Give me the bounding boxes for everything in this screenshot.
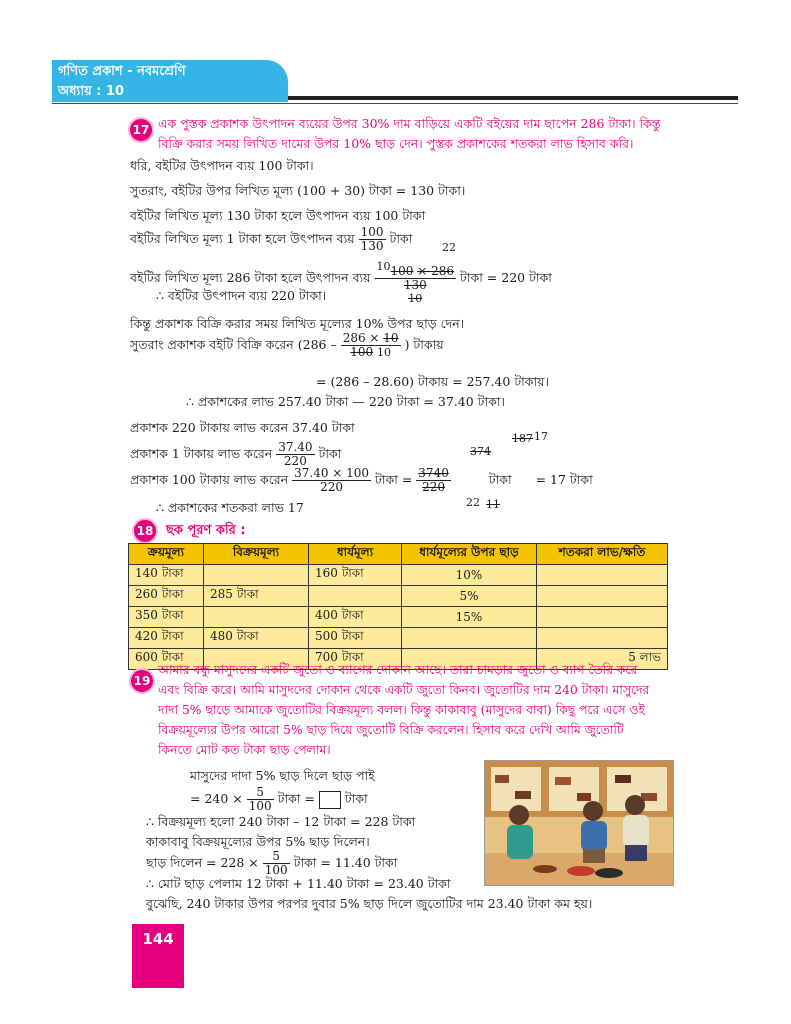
fraction-numerator: 3740: [418, 466, 449, 480]
q17-cancel-22-below: 22: [466, 496, 480, 509]
table-cell: 140 টাকা: [129, 565, 204, 586]
q19-problem: [158, 660, 678, 760]
q19-step4: কাকাবাবু বিক্রয়মূল্যের উপর 5% ছাড় দিলেন।: [146, 834, 370, 849]
q19-step2-mid: টাকা =: [277, 791, 315, 806]
table-cell: 260 টাকা: [129, 586, 204, 607]
table-header-row: [129, 544, 668, 565]
table-cell[interactable]: [204, 565, 309, 586]
q18-title: ছক পূরণ করি :: [166, 523, 246, 538]
fraction-denominator: 220: [283, 454, 307, 468]
fraction-denominator: 130: [360, 239, 384, 253]
q17-line13-mid: টাকা =: [375, 472, 413, 487]
table-cell: 5 লাভ: [537, 649, 668, 670]
fraction-numerator: [375, 260, 457, 279]
q17-line9: = (286 – 28.60) টাকায় = 257.40 টাকায়।: [316, 374, 549, 389]
fraction-numerator: 37.40: [278, 440, 313, 454]
header-selling-price: বিক্রয়মূল্য: [204, 544, 309, 565]
header-rule: [288, 96, 738, 100]
q19-step5-result: টাকা = 11.40 টাকা: [293, 855, 398, 870]
table-cell[interactable]: [402, 628, 537, 649]
header-profit-loss: শতকরা লাভ/ক্ষতি: [537, 544, 668, 565]
q17-line13-fraction: [292, 467, 371, 494]
cancel-10: 10: [376, 260, 391, 273]
struck-100: 100: [350, 345, 374, 359]
answer-box[interactable]: [319, 791, 341, 809]
q19-problem-line5: কিনতে মোট কত টাকা ছাড় পেলাম।: [158, 743, 331, 757]
book-title: গণিত প্রকাশ - নবমশ্রেণি: [58, 64, 186, 79]
fraction-numerator: [341, 332, 401, 346]
table-cell[interactable]: [537, 586, 668, 607]
q17-line8-unit: ) টাকায়: [404, 337, 444, 352]
header-marked-price: ধার্যমূল্য: [309, 544, 402, 565]
q17-line12-fraction: [276, 441, 314, 468]
fraction-denominator: 220: [320, 480, 344, 494]
q17-line5-fraction: [375, 260, 457, 305]
q17-line13: [130, 467, 593, 494]
table-cell: 700 টাকা: [309, 649, 402, 670]
q17-line12-text: প্রকাশক 1 টাকায় লাভ করেন: [130, 446, 273, 461]
q17-line4-text: বইটির লিখিত মূল্য 1 টাকা হলে উৎপাদন ব্যয়: [130, 231, 355, 246]
table-cell[interactable]: [537, 565, 668, 586]
fill-table: [128, 543, 668, 670]
table-cell[interactable]: [204, 607, 309, 628]
struck-130: 130: [403, 278, 427, 292]
fraction-numerator: 100: [360, 225, 384, 239]
q17-line3: বইটির লিখিত মূল্য 130 টাকা হলে উৎপাদন ব্যয় 100 টাকা: [130, 208, 426, 223]
q17-line4-fraction: [359, 226, 386, 253]
q19-problem-line4: বিক্রয়মূল্যের উপর আরো 5% ছাড় দিয়ে জুতোটি বিক্রি করলেন। হিসাব করে দেখি আমি জুতোটি: [158, 723, 624, 737]
q17-line4-unit: টাকা: [389, 231, 413, 246]
q17-line11: প্রকাশক 220 টাকায় লাভ করেন 37.40 টাকা: [130, 420, 355, 435]
table-cell[interactable]: [537, 628, 668, 649]
table-cell: 500 টাকা: [309, 628, 402, 649]
q17-line4: [130, 226, 412, 253]
header-discount: ধার্যমূল্যের উপর ছাড়: [402, 544, 537, 565]
q17-line13-fraction2: [416, 467, 451, 494]
q19-step7: বুঝেছি, 240 টাকার উপর পরপর দুবার 5% ছাড় দিলে জুতোটির দাম 23.40 টাকা কম হয়।: [146, 896, 593, 911]
fraction-denominator: [375, 279, 457, 305]
q19-step2-text: = 240 ×: [190, 791, 243, 806]
q17-line7: কিন্তু প্রকাশক বিক্রি করার সময় লিখিত মূল্যের 10% উপর ছাড় দেন।: [130, 316, 465, 331]
table-row: [129, 586, 668, 607]
q19-step3: ∴ বিক্রয়মূল্য হলো 240 টাকা – 12 টাকা = 228 টাকা: [146, 814, 416, 829]
q17-cancel-374: 374: [470, 445, 491, 458]
q17-problem: [158, 114, 678, 154]
header-cost-price: ক্রয়মূল্য: [129, 544, 204, 565]
cancel-10: 10: [377, 346, 391, 359]
q19-step5-text: ছাড় দিলেন = 228 ×: [146, 855, 259, 870]
q17-line6: ∴ বইটির উৎপাদন ব্যয় 220 টাকা।: [156, 288, 327, 303]
q17-line2: সুতরাং, বইটির উপর লিখিত মূল্য (100 + 30) টাকা = 130 টাকা।: [130, 183, 466, 198]
table-cell: 400 টাকা: [309, 607, 402, 628]
q17-line5-result: টাকা = 220 টাকা: [460, 270, 552, 285]
question-number-17: 17: [128, 117, 154, 143]
q17-line12: [130, 441, 341, 468]
fraction-denominator: 220: [422, 480, 446, 494]
table-cell: 600 টাকা: [129, 649, 204, 670]
q17-line14: ∴ প্রকাশকের শতকরা লাভ 17: [156, 500, 304, 515]
q17-cancel-22: 22: [442, 241, 456, 254]
struck-10: 10: [383, 331, 399, 345]
table-cell: 285 টাকা: [204, 586, 309, 607]
shoe-shop-illustration: [484, 760, 674, 886]
table-cell: 350 টাকা: [129, 607, 204, 628]
table-cell: 480 টাকা: [204, 628, 309, 649]
table-row: [129, 607, 668, 628]
cancel-10-below: 10: [408, 292, 423, 305]
q17-problem-line1: এক পুস্তক প্রকাশক উৎপাদন ব্যয়ের উপর 30% দাম বাড়িয়ে একটি বইয়ের দাম ছাপেন 286 টাকা। কিন্তু: [158, 116, 661, 131]
q18-table-wrapper: [128, 543, 668, 670]
fraction-denominator: 100: [264, 863, 288, 877]
q17-line13-unit: টাকা: [488, 472, 512, 487]
q17-line10: ∴ প্রকাশকের লাভ 257.40 টাকা — 220 টাকা = 37.40 টাকা।: [186, 394, 505, 409]
q17-problem-line2: বিক্রি করার সময় লিখিত দামের উপর 10% ছাড় দেন। পুস্তক প্রকাশকের শতকরা লাভ হিসাব করি।: [158, 136, 634, 151]
table-cell: 10%: [402, 565, 537, 586]
q17-line5-text: বইটির লিখিত মূল্য 286 টাকা হলে উৎপাদন ব্যয়: [130, 270, 371, 285]
fraction-numerator: 5: [263, 850, 290, 864]
table-cell[interactable]: [309, 586, 402, 607]
q17-line1: ধরি, বইটির উৎপাদন ব্যয় 100 টাকা।: [130, 158, 314, 173]
table-cell: 5%: [402, 586, 537, 607]
q17-line13-result: = 17 টাকা: [535, 472, 593, 487]
struck-100: 100: [390, 264, 414, 278]
q19-problem-line1: আমার বন্ধু মাসুদদের একটি জুতো ও ব্যাগের দোকান আছে। তারা চামড়ার জুতো ও ব্যাগ তৈরি করে: [158, 663, 638, 677]
question-number-18: 18: [132, 518, 158, 544]
q19-step5-fraction: [263, 850, 290, 877]
q17-cancel-11: 11: [486, 498, 500, 511]
fraction-numerator: 37.40 × 100: [294, 466, 370, 480]
q19-step1: মাসুদের দাদা 5% ছাড় দিলে ছাড় পাই: [190, 768, 375, 783]
q19-step2: [190, 786, 368, 813]
q17-line8: [130, 332, 444, 359]
table-row: [129, 628, 668, 649]
q19-problem-line2: এবং বিক্রি করে। আমি মাসুদদের দোকান থেকে একটি জুতো কিনব। জুতোটির দাম 240 টাকা। মাসুদের: [158, 683, 650, 697]
header-rule-thin: [52, 103, 738, 104]
question-number-19: 19: [129, 668, 155, 694]
q17-line13-text: প্রকাশক 100 টাকায় লাভ করেন: [130, 472, 289, 487]
q17-cancel-187: 187: [512, 432, 533, 445]
fraction-denominator: [341, 346, 401, 359]
shoe-shop-illustration-svg: [485, 761, 673, 885]
q19-step5: [146, 850, 397, 877]
q19-step2-fraction: [247, 786, 274, 813]
num-part: 286 ×: [342, 331, 380, 345]
fraction-numerator: 5: [247, 786, 274, 800]
table-cell: 160 টাকা: [309, 565, 402, 586]
table-row: [129, 565, 668, 586]
table-cell: 420 টাকা: [129, 628, 204, 649]
q17-cancel-17: 17: [534, 430, 548, 443]
q17-line8-fraction: [341, 332, 401, 359]
page-number: 144: [142, 930, 174, 948]
table-cell[interactable]: [537, 607, 668, 628]
struck-times-286: × 286: [417, 264, 455, 278]
q17-line8-text: সুতরাং প্রকাশক বইটি বিক্রি করেন (286 –: [130, 337, 337, 352]
table-cell: 15%: [402, 607, 537, 628]
fraction-denominator: 100: [248, 799, 272, 813]
q19-problem-line3: দাদা 5% ছাড়ে আমাকে জুতোটির বিক্রয়মূল্য বলল। কিন্তু কাকাবাবু (মাসুদের বাবা) কিছু পরে এসে ওই: [158, 703, 645, 717]
q19-step2-unit: টাকা: [344, 791, 368, 806]
q19-step6: ∴ মোট ছাড় পেলাম 12 টাকা + 11.40 টাকা = 23.40 টাকা: [146, 876, 451, 891]
chapter-label: অধ্যায় : 10: [58, 84, 125, 99]
q17-line12-unit: টাকা: [318, 446, 342, 461]
